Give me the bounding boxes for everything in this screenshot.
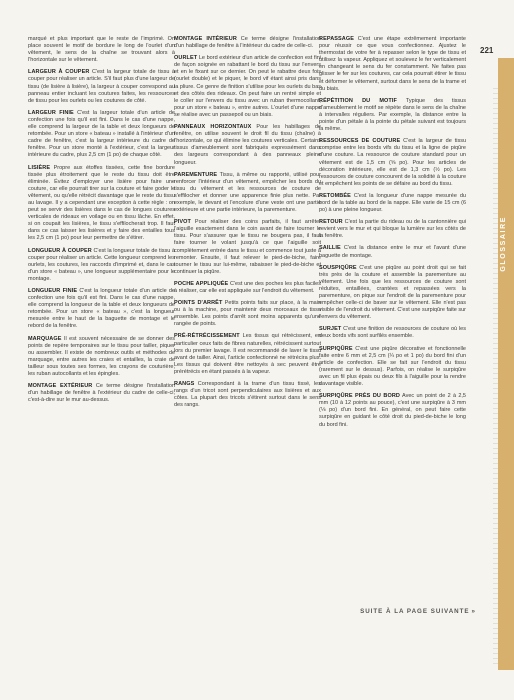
- glossary-definition: Typique des tissus d'ameublement le motif se répète dans le sens de la chaîne à intervalles réguliers. Par exemple, la distance entre la pointe d'un pétale à la pointe du pétale suivant est toujours la même.: [319, 97, 466, 133]
- glossary-term: RETOUR: [319, 219, 343, 226]
- glossary-entry: [319, 98, 466, 133]
- glossary-definition: Propre aux étoffes tissées, cette fine bordure tissée plus étroitement que le reste du tissu doit être éliminée. Évitez d'employer une lisière pour faire une couture, car elle pourrait tirer sur la couture et faire goder le vêtement, ou qu'elle rétrécit davantage que le reste du tissu au lavage. Il y a cependant une exception à cette règle : on peut se servir des lisières dans le cas de longues coutures verticales de rideaux en voilage ou en tissu lâche. En effet, si on coupait les lisières, le tissu s'effilocherait trop. Il faut dans ce cas laisser les lisières et y faire des entailles tous les 2,5 cm (1 po) pour leur permettre de s'étirer.: [28, 164, 175, 242]
- glossary-entry: [174, 124, 321, 167]
- glossary-definition: C'est une des poches les plus faciles à réaliser, car elle est appliquée sur l'endroit du vêtement.: [174, 280, 321, 294]
- section-tab-label: GLOSSAIRE: [500, 216, 507, 272]
- glossary-entry: [28, 36, 175, 64]
- glossary-term: RETOMBÉE: [319, 192, 351, 199]
- glossary-entry: [319, 326, 466, 340]
- glossary-term: MONTAGE EXTÉRIEUR: [28, 383, 93, 390]
- glossary-definition: Pour les habillages de fenêtre, on utilise souvent le droit fil du tissu (chaîne) à l'horizontale, ce qui élimine les coutures verticales. Certains tissus d'ameublement sont fabriqués expressément dans des largeurs correspondant à des panneaux pleine longueur.: [174, 124, 321, 166]
- glossary-entry: [174, 381, 321, 409]
- glossary-definition: C'est la longueur d'une nappe mesurée du bord de la table au bord de la nappe. Elle varie de 15 cm (6 po) à une pleine longueur.: [319, 192, 466, 214]
- glossary-term: MARQUAGE: [28, 335, 62, 342]
- glossary-term: SURPIQÛRE PRÈS DU BORD: [319, 393, 400, 400]
- glossary-term: POINTS D'ARRÊT: [174, 300, 223, 307]
- glossary-term: PIVOT: [174, 219, 192, 226]
- glossary-definition: C'est une étape extrêmement importante pour réussir ce que vous confectionnez. Ajustez le thermostat de votre fer à repasser selon le type de tissu et utilisez la vapeur. Appliquez et soulevez le fer verticalement en changeant le sens du fer constamment. Ne faites pas glisser le fer sur les coutures, car cela pourrait étirer le tissu et déformer le vêtement, surtout dans le sens de la trame et du biais.: [319, 36, 466, 92]
- glossary-entry: [174, 333, 321, 376]
- glossary-term: RESSOURCES DE COUTURE: [319, 138, 401, 145]
- glossary-column-2: [174, 36, 321, 414]
- glossary-entry: [174, 36, 321, 50]
- glossary-entry: [174, 281, 321, 295]
- glossary-definition: Les tissus qui rétrécissent, en particulier ceux faits de fibres naturelles, rétrécissent surtout lors du premier lavage. Il est recommandé de laver le tissu avant de tailler. Ainsi, l'article confectionné ne rétrécira plus. Les tissus qui doivent être nettoyés à sec peuvent être prérétrécis en étant passés à la vapeur.: [174, 333, 321, 375]
- glossary-entry: [319, 265, 466, 322]
- glossary-term: OURLET: [174, 55, 198, 62]
- glossary-entry: [28, 110, 175, 160]
- continued-arrow-icon: »: [471, 608, 476, 615]
- glossary-term: MONTAGE INTÉRIEUR: [174, 36, 237, 42]
- glossary-term: PANNEAUX HORIZONTAUX: [174, 124, 252, 131]
- glossary-term: LARGEUR FINIE: [28, 109, 74, 116]
- glossary-entry: [319, 36, 466, 93]
- glossary-definition: C'est la longueur totale de tissu à couper pour réaliser un article. Cette longueur comprend les ourlets, les coutures, les raccords d'imprimé et, dans le cas d'un store « bateau », une longueur supplémentaire pour le montage.: [28, 247, 175, 282]
- glossary-definition: Ce terme désigne l'installation d'un habillage de fenêtre à l'intérieur du cadre de celle-ci.: [174, 36, 321, 50]
- glossary-entry: [174, 55, 321, 119]
- page-number: 221: [480, 46, 494, 55]
- glossary-entry: [319, 393, 466, 428]
- glossary-term: REPASSAGE: [319, 36, 355, 42]
- glossary-definition: C'est la largeur de tissu comprise entre les bords vifs du tissu et la ligne de piqûre d'une couture. La ressource de couture standard pour un vêtement est de 1,5 cm (⅝ po). Pour les articles de décoration intérieure, elle est de 1,3 cm (½ po). Les ressources de couture concourent de la solidité à la couture et empêchent les points de se défaire au bord du tissu.: [319, 138, 467, 187]
- glossary-entry: [319, 245, 466, 259]
- glossary-definition: C'est une piqûre au point droit qui se fait très près de la couture et assemble la parementure au vêtement. Une fois que les ressources de couture sont réduites, entaillées, crantées et repassées vers la parementure, on pique sur l'endroit de la parementure pour empêcher celle-ci de baver sur le vêtement. Elle n'est pas visible de l'endroit du vêtement. C'est une surpiqûre faite sur l'envers du vêtement.: [319, 264, 467, 321]
- continued-footer: [319, 608, 476, 615]
- glossary-term: LISIÈRE: [28, 164, 51, 171]
- glossary-entry: [28, 165, 175, 243]
- glossary-definition: Avec un point de 2 à 2,5 mm (10 à 12 points au pouce), c'est une surpiqûre à 3 mm (⅛ po) d'un bord fini. En général, on peut faire cette surpiqûre en guidant le côté droit du pied-de-biche le long du bord fini.: [319, 393, 466, 428]
- glossary-term: RÉPÉTITION DU MOTIF: [319, 97, 397, 104]
- section-tab: [498, 58, 514, 670]
- glossary-term: LONGUEUR FINIE: [28, 288, 78, 294]
- glossary-definition: Tissu, à même ou rapporté, utilisé pour renforcer l'intérieur d'un vêtement, empêcher les bords du tissu du vêtement et les ressources de couture de s'effilocher et donner une apparence finie plus nette. Par exemple, le devant et l'encolure d'une veste ont une partie extérieure et une partie intérieure, la parementure.: [174, 171, 321, 214]
- glossary-definition: C'est la distance entre le mur et l'avant d'une baguette de montage.: [319, 245, 466, 259]
- glossary-term: SURPIQÛRE: [319, 345, 353, 352]
- continued-label: SUITE À LA PAGE SUIVANTE: [360, 608, 470, 615]
- glossary-entry: [28, 69, 175, 104]
- glossary-term: SAILLIE: [319, 245, 341, 252]
- glossary-term: LARGEUR À COUPER: [28, 69, 90, 76]
- glossary-entry: [319, 346, 466, 389]
- glossary-entry: [174, 300, 321, 328]
- glossary-entry: [28, 288, 175, 331]
- glossary-term: SOUSPIQÛRE: [319, 264, 357, 271]
- glossary-definition: Petits points faits sur place, à la main ou à la machine, pour maintenir deux morceaux de tissu ensemble. Les points d'arrêt sont moins apparents qu'une rangée de points.: [174, 300, 321, 328]
- glossary-term: LONGUEUR À COUPER: [28, 247, 92, 254]
- glossary-definition: marqué et plus important que le reste de l'imprimé. On place souvent le motif de bordure le long de l'ourlet d'un vêtement, le sens de la chaîne se trouvant alors à l'horizontale sur le vêtement.: [28, 36, 175, 64]
- glossary-definition: Correspondant à la trame d'un tissu tissé, les rangs d'un tricot sont perpendiculaires aux lisières et aux côtes. La plupart des tricots s'étirent surtout dans le sens des rangs.: [174, 381, 321, 409]
- glossary-definition: C'est la largeur totale de tissu à couper pour réaliser un article. S'il faut plus d'une largeur de tissu (de lisière à lisière), la largeur à couper correspond au panneau entier incluant les coutures faites, les ressources de tissu pour les ourlets ou les coutures de côté.: [28, 69, 175, 104]
- glossary-definition: C'est une piqûre décorative et fonctionnelle faite entre 6 mm et 2,5 cm (¼ po et 1 po) du bord fini d'un article de confection. Elle se fait sur l'endroit du tissu (rarement sur le dessus). Parfois, on réalise le surpiqûre avec un fil plus épais ou deux fils à l'aiguille pour la rendre davantage visible.: [319, 345, 466, 388]
- glossary-term: POCHE APPLIQUÉE: [174, 280, 229, 287]
- glossary-definition: Ce terme désigne l'installation d'un habillage de fenêtre à l'extérieur du cadre de celle-ci, c'est-à-dire sur le mur au-dessus.: [28, 383, 175, 404]
- glossary-definition: C'est la largeur totale d'un article de confection une fois qu'il est fini. Dans le cas d'une nappe, elle comprend la largeur de la table et deux longueurs de retombée. Pour un store « bateau » installé à l'intérieur d'un cadre de fenêtre, c'est la largeur intérieure du cadre de fenêtre. Pour un store monté à l'extérieur, c'est la largeur intérieure du cadre, plus 2,5 cm (1 po) de chaque côté.: [28, 109, 175, 159]
- glossary-entry: [174, 172, 321, 215]
- glossary-entry: [319, 219, 466, 240]
- glossary-term: PRÉ-RÉTRÉCISSEMENT: [174, 333, 240, 340]
- glossary-entry: [319, 193, 466, 214]
- glossary-definition: C'est la partie du rideau ou de la cantonnière qui revient vers le mur et qui bloque la lumière sur les côtés de la fenêtre.: [319, 219, 466, 240]
- glossary-entry: [28, 248, 175, 283]
- glossary-definition: Pour réaliser des coins parfaits, il faut arrêter l'aiguille exactement dans le coin avant de faire tourner le tissu. Pour s'assurer que le tissu ne bougera pas, il faut faire tourner le volant jusqu'à ce que l'aiguille soit complètement entrée dans le tissu et commence tout juste à remonter. Ensuite, il faut relever le pied-de-biche, faire tourner le tissu sur lui-même, rabaisser le pied-de-biche et continuer la piqûre.: [174, 219, 321, 275]
- glossary-definition: C'est la longueur totale d'un article de confection une fois qu'il est fini. Dans le cas d'une nappe, elle comprend la longueur de la table et deux longueurs de retombée. Pour un store « bateau », c'est la longueur mesurée entre le haut de la baguette de montage et le rebord de la fenêtre.: [28, 288, 175, 330]
- glossary-entry: [28, 383, 175, 404]
- glossary-entry: [319, 138, 466, 188]
- glossary-definition: C'est une finition de ressources de couture où les deux bords vifs sont surfilés ensemble.: [319, 326, 466, 340]
- glossary-term: SURJET: [319, 326, 342, 333]
- glossary-entry: [28, 336, 175, 379]
- glossary-column-3: [319, 36, 466, 434]
- glossary-definition: Le bord extérieur d'un article de confection est fini de façon soignée en rabattant le bord du tissu sur l'envers et en le fixant sur ce dernier. On peut le rabattre deux fois (ourlet double) et le piquer, le bord vif étant ainsi pris dans la pliure. Ce genre de finition s'utilise pour les ourlets du bas et des côtés des rideaux. On peut faire un rentré simple et le coller sur l'envers du tissu avec un ruban thermocollant, pour un store « bateau », entre autres. L'ourlet d'une nappe se réalise avec un passepoil ou un biais.: [174, 55, 321, 118]
- glossary-column-1: [28, 36, 175, 409]
- glossary-term: RANGS: [174, 381, 195, 388]
- glossary-term: PAREMENTURE: [174, 171, 218, 178]
- glossary-definition: Il est souvent nécessaire de se donner des points de repère temporaires sur le tissu pour tailler, piquer ou assembler. Il existe de nombreux outils et méthodes de marquage, entre autres les craies et entailles, la craie de tailleur sous toutes ses formes, les crayons de couturière, les ruban autocollants et les épingles.: [28, 335, 175, 378]
- glossary-entry: [174, 219, 321, 276]
